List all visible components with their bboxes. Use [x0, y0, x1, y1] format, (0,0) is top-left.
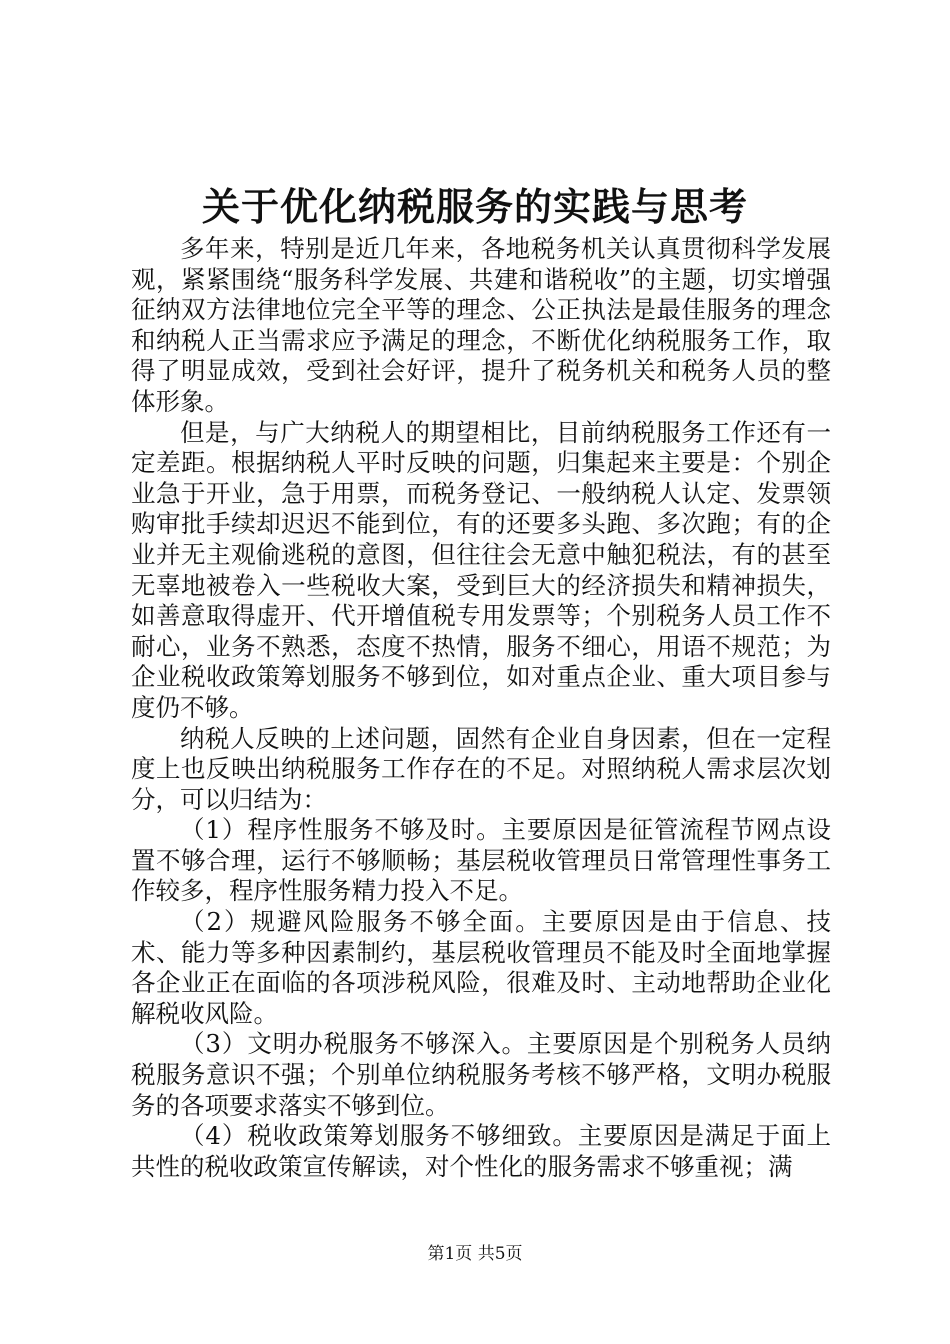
document-body: [131, 234, 831, 1182]
paragraph: （1）程序性服务不够及时。主要原因是征管流程节网点设置不够合理，运行不够顺畅；基层税收管理员日常管理性事务工作较多，程序性服务精力投入不足。: [131, 815, 831, 906]
paragraph: 纳税人反映的上述问题，固然有企业自身因素，但在一定程度上也反映出纳税服务工作存在的不足。对照纳税人需求层次划分，可以归结为：: [131, 723, 831, 814]
paragraph: 多年来，特别是近几年来，各地税务机关认真贯彻科学发展观，紧紧围绕“服务科学发展、共建和谐税收”的主题，切实增强征纳双方法律地位完全平等的理念、公正执法是最佳服务的理念和纳税人正当需求应予满足的理念，不断优化纳税服务工作，取得了明显成效，受到社会好评，提升了税务机关和税务人员的整体形象。: [131, 234, 831, 416]
paragraph: （4）税收政策筹划服务不够细致。主要原因是满足于面上共性的税收政策宣传解读，对个性化的服务需求不够重视；满: [131, 1121, 831, 1181]
paragraph: 但是，与广大纳税人的期望相比，目前纳税服务工作还有一定差距。根据纳税人平时反映的问题，归集起来主要是：个别企业急于开业，急于用票，而税务登记、一般纳税人认定、发票领购审批手续却迟迟不能到位，有的还要多头跑、多次跑；有的企业并无主观偷逃税的意图，但往往会无意中触犯税法，有的甚至无辜地被卷入一些税收大案，受到巨大的经济损失和精神损失，如善意取得虚开、代开增值税专用发票等；个别税务人员工作不耐心，业务不熟悉，态度不热情，服务不细心，用语不规范；为企业税收政策筹划服务不够到位，如对重点企业、重大项目参与度仍不够。: [131, 417, 831, 722]
page-number-footer: 第1页 共5页: [427, 1244, 523, 1264]
paragraph: （2）规避风险服务不够全面。主要原因是由于信息、技术、能力等多种因素制约，基层税收管理员不能及时全面地掌握各企业正在面临的各项涉税风险，很难及时、主动地帮助企业化解税收风险。: [131, 907, 831, 1028]
paragraph: （3）文明办税服务不够深入。主要原因是个别税务人员纳税服务意识不强；个别单位纳税服务考核不够严格，文明办税服务的各项要求落实不够到位。: [131, 1029, 831, 1120]
document-title: 关于优化纳税服务的实践与思考: [201, 184, 748, 229]
